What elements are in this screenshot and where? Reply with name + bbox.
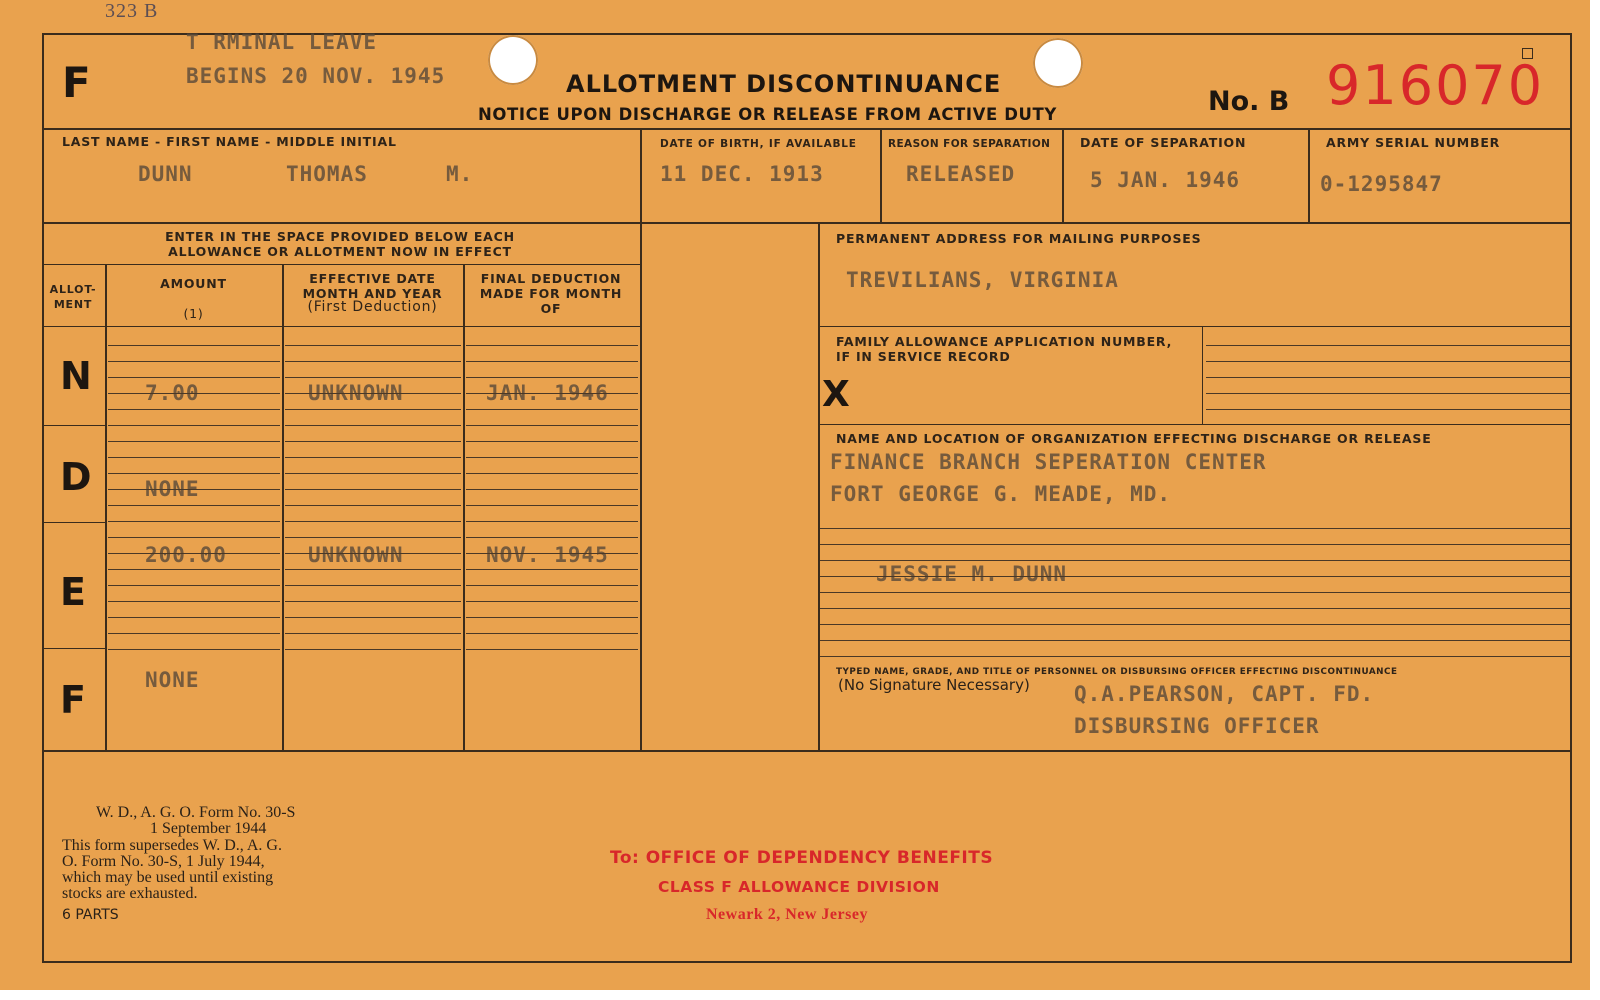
ruled-line	[466, 409, 638, 410]
divider	[282, 264, 284, 750]
ruled-line	[466, 649, 638, 650]
divider	[463, 264, 465, 750]
divider	[1308, 128, 1310, 222]
ruled-line	[466, 425, 638, 426]
ruled-line	[108, 521, 280, 522]
ruled-line	[1206, 345, 1570, 346]
ruled-line	[108, 585, 280, 586]
ruled-line	[466, 393, 638, 394]
dob-label: DATE OF BIRTH, IF AVAILABLE	[660, 138, 857, 150]
ruled-line	[820, 576, 1570, 577]
allotment-letter-d: D	[60, 455, 92, 499]
divider	[42, 425, 105, 426]
divider	[42, 264, 640, 265]
ruled-line	[285, 585, 461, 586]
effective-n: UNKNOWN	[308, 381, 404, 405]
divider	[42, 128, 1572, 130]
effective-e: UNKNOWN	[308, 543, 404, 567]
ruled-line	[820, 592, 1570, 593]
form-info-line2: 1 September 1944	[150, 820, 267, 837]
ruled-line	[820, 608, 1570, 609]
mail-to-line3: Newark 2, New Jersey	[706, 906, 868, 923]
address-value: TREVILIANS, VIRGINIA	[846, 268, 1119, 292]
divider	[42, 648, 105, 649]
form-letter: F	[62, 58, 91, 107]
col-effective: EFFECTIVE DATE MONTH AND YEAR	[302, 271, 443, 301]
ruled-line	[820, 560, 1570, 561]
ruled-line	[466, 505, 638, 506]
punch-hole-right	[1033, 38, 1083, 88]
col-amount: AMOUNT	[160, 276, 227, 291]
officer-note: (No Signature Necessary)	[838, 676, 1030, 694]
ruled-line	[108, 537, 280, 538]
ruled-line	[108, 457, 280, 458]
mail-to-line2: CLASS F ALLOWANCE DIVISION	[658, 878, 940, 896]
terminal-leave-line1: T RMINAL LEAVE	[186, 30, 378, 54]
amount-n: 7.00	[145, 381, 200, 405]
ruled-line	[108, 569, 280, 570]
final-n: JAN. 1946	[486, 381, 609, 405]
divider	[42, 326, 640, 327]
reason-value: RELEASED	[906, 162, 1016, 186]
final-e: NOV. 1945	[486, 543, 609, 567]
terminal-leave-line2: BEGINS 20 NOV. 1945	[186, 64, 446, 88]
ruled-line	[466, 553, 638, 554]
first-name-value: THOMAS	[286, 162, 368, 186]
ruled-line	[108, 345, 280, 346]
family-x-mark: X	[822, 374, 850, 415]
ruled-line	[285, 489, 461, 490]
ruled-line	[285, 393, 461, 394]
serial-value: 0-1295847	[1320, 172, 1443, 196]
ruled-line	[108, 473, 280, 474]
ruled-line	[820, 544, 1570, 545]
reason-label: REASON FOR SEPARATION	[888, 138, 1051, 150]
form-info-line3: This form supersedes W. D., A. G.	[62, 837, 282, 854]
ruled-line	[285, 521, 461, 522]
ruled-line	[820, 656, 1570, 657]
ruled-line	[1206, 393, 1570, 394]
ruled-line	[466, 473, 638, 474]
ruled-line	[285, 569, 461, 570]
divider	[42, 522, 105, 523]
separation-value: 5 JAN. 1946	[1090, 168, 1241, 192]
ruled-line	[285, 377, 461, 378]
ruled-line	[466, 377, 638, 378]
ruled-line	[108, 441, 280, 442]
ruled-line	[285, 441, 461, 442]
serial-label: ARMY SERIAL NUMBER	[1326, 135, 1501, 150]
form-info-line6: stocks are exhausted.	[62, 885, 198, 902]
divider	[42, 750, 1572, 752]
amount-e: 200.00	[145, 543, 227, 567]
ruled-line	[466, 537, 638, 538]
form-title: ALLOTMENT DISCONTINUANCE	[566, 70, 1002, 98]
ruled-line	[466, 345, 638, 346]
ruled-line	[466, 457, 638, 458]
ruled-line	[285, 601, 461, 602]
ruled-line	[1206, 409, 1570, 410]
ruled-line	[285, 345, 461, 346]
ruled-line	[108, 633, 280, 634]
allotment-letter-n: N	[60, 354, 92, 398]
ruled-line	[108, 425, 280, 426]
form-info-line1: W. D., A. G. O. Form No. 30-S	[96, 804, 296, 821]
ruled-line	[466, 361, 638, 362]
ruled-line	[466, 489, 638, 490]
ruled-line	[108, 553, 280, 554]
ruled-line	[108, 601, 280, 602]
ruled-line	[820, 640, 1570, 641]
ruled-line	[108, 393, 280, 394]
ruled-line	[285, 409, 461, 410]
org-line2: FORT GEORGE G. MEADE, MD.	[830, 482, 1172, 506]
ruled-line	[1206, 377, 1570, 378]
allotment-instruction: ENTER IN THE SPACE PROVIDED BELOW EACH ALLOWANCE OR ALLOTMENT NOW IN EFFECT	[165, 229, 515, 259]
ruled-line	[820, 528, 1570, 529]
divider	[105, 264, 107, 750]
ruled-line	[466, 521, 638, 522]
form-number: 916070	[1326, 54, 1545, 117]
ruled-line	[466, 617, 638, 618]
ruled-line	[285, 537, 461, 538]
punch-hole-left	[488, 35, 538, 85]
ruled-line	[285, 617, 461, 618]
org-line1: FINANCE BRANCH SEPERATION CENTER	[830, 450, 1267, 474]
org-label: NAME AND LOCATION OF ORGANIZATION EFFECTING DISCHARGE OR RELEASE	[836, 431, 1432, 446]
ruled-line	[108, 361, 280, 362]
ruled-line	[466, 601, 638, 602]
separation-label: DATE OF SEPARATION	[1080, 135, 1247, 150]
last-name-value: DUNN	[138, 162, 193, 186]
col-allotment: ALLOT- MENT	[49, 283, 97, 311]
name-label: LAST NAME - FIRST NAME - MIDDLE INITIAL	[62, 134, 397, 149]
form-info-line4: O. Form No. 30-S, 1 July 1944,	[62, 853, 265, 870]
ruled-line	[108, 489, 280, 490]
col-effective-sub: (First Deduction)	[307, 299, 438, 315]
form-info-line5: which may be used until existing	[62, 869, 274, 886]
ruled-line	[285, 553, 461, 554]
allotment-letter-e: E	[60, 570, 86, 614]
ruled-line	[466, 441, 638, 442]
ruled-line	[285, 633, 461, 634]
mail-to-line1: To: OFFICE OF DEPENDENCY BENEFITS	[610, 848, 994, 868]
ruled-line	[285, 649, 461, 650]
amount-f: NONE	[145, 668, 200, 692]
divider	[42, 222, 1572, 224]
ruled-line	[285, 361, 461, 362]
ruled-line	[466, 569, 638, 570]
ruled-line	[108, 409, 280, 410]
ruled-line	[466, 585, 638, 586]
col-final: FINAL DEDUCTION MADE FOR MONTH OF	[479, 271, 623, 316]
divider	[818, 222, 820, 750]
number-label: No. B	[1208, 86, 1290, 117]
officer-label: TYPED NAME, GRADE, AND TITLE OF PERSONNEL OR DISBURSING OFFICER EFFECTING DISCONTINUANCE	[836, 667, 1398, 677]
ruled-line	[108, 377, 280, 378]
divider	[818, 326, 1572, 327]
officer-line1: Q.A.PEARSON, CAPT. FD.	[1074, 682, 1375, 706]
divider	[880, 128, 882, 222]
allotment-letter-f: F	[60, 678, 86, 722]
middle-initial-value: M.	[446, 162, 474, 186]
ruled-line	[820, 624, 1570, 625]
payee-name: JESSIE M. DUNN	[876, 562, 1068, 586]
divider	[640, 128, 642, 750]
ruled-line	[285, 505, 461, 506]
family-label: FAMILY ALLOWANCE APPLICATION NUMBER, IF IN SERVICE RECORD	[836, 334, 1173, 364]
dob-value: 11 DEC. 1913	[660, 162, 824, 186]
handwritten-note: 323 B	[105, 0, 159, 22]
divider	[1202, 326, 1203, 424]
address-label: PERMANENT ADDRESS FOR MAILING PURPOSES	[836, 231, 1202, 246]
col-amount-num: (1)	[183, 306, 204, 321]
ruled-line	[285, 457, 461, 458]
ruled-line	[108, 617, 280, 618]
ruled-line	[108, 505, 280, 506]
ruled-line	[285, 425, 461, 426]
ruled-line	[108, 649, 280, 650]
ruled-line	[466, 633, 638, 634]
divider	[1062, 128, 1064, 222]
form-subtitle: NOTICE UPON DISCHARGE OR RELEASE FROM ACTIVE DUTY	[478, 105, 1057, 124]
officer-line2: DISBURSING OFFICER	[1074, 714, 1320, 738]
ruled-line	[1206, 361, 1570, 362]
amount-d: NONE	[145, 477, 200, 501]
divider	[818, 424, 1572, 425]
ruled-line	[285, 473, 461, 474]
form-info-line7: 6 PARTS	[62, 907, 119, 923]
